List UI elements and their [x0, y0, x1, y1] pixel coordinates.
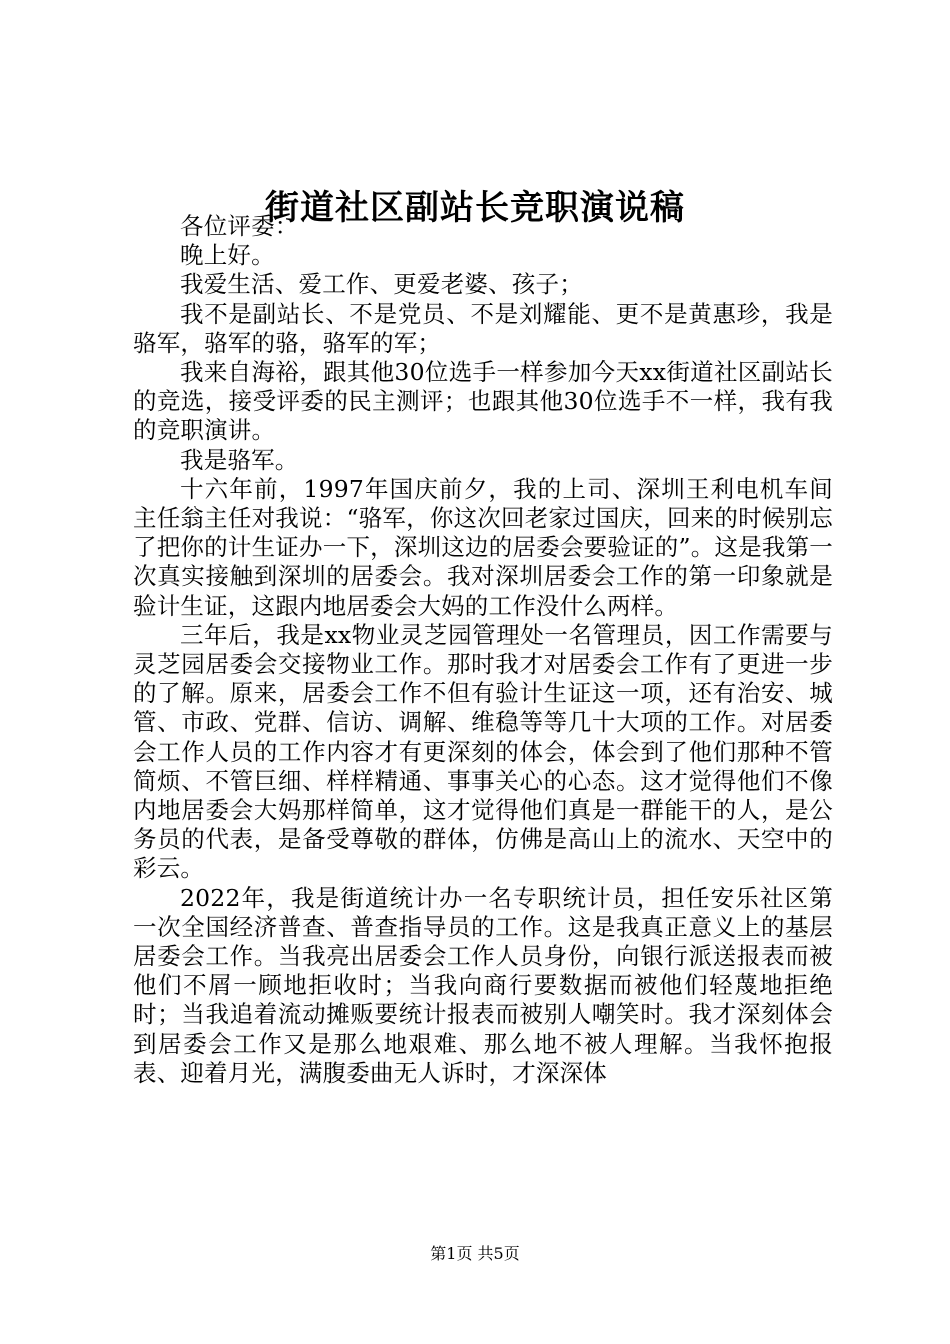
paragraph: 我爱生活、爱工作、更爱老婆、孩子；	[180, 270, 583, 299]
paragraph-greeting: 各位评委：	[180, 212, 299, 240]
paragraph: 三年后，我是xx物业灵芝园管理处一名管理员，因工作需要与灵芝园居委会交接物业工作。那时我才对居委会工作有了更进一步的了解。原来，居委会工作不但有验计生证这一项，还有治安、城管、市政、党群、信访、调解、维稳等等几十大项的工作。对居委会工作人员的工作内容才有更深刻的体会，体会到了他们那种不管简烦、不管巨细、样样精通、事事关心的心态。这才觉得他们不像内地居委会大妈那样简单，这才觉得他们真是一群能干的人，是公务员的代表，是备受尊敬的群体，仿佛是高山上的流水、天空中的彩云。	[133, 620, 833, 883]
document-body	[133, 212, 833, 1088]
paragraph: 我不是副站长、不是党员、不是刘耀能、更不是黄惠珍，我是骆军，骆军的骆，骆军的军；	[133, 299, 833, 357]
paragraph: 十六年前，1997年国庆前夕，我的上司、深圳王利电机车间主任翁主任对我说：“骆军，你这次回老家过国庆，回来的时候别忘了把你的计生证办一下，深圳这边的居委会要验证的”。这是我第一次真实接触到深圳的居委会。我对深圳居委会工作的第一印象就是验计生证，这跟内地居委会大妈的工作没什么两样。	[133, 474, 833, 620]
paragraph: 2022年，我是街道统计办一名专职统计员，担任安乐社区第一次全国经济普查、普查指导员的工作。这是我真正意义上的基层居委会工作。当我亮出居委会工作人员身份，向银行派送报表而被他们不屑一顾地拒收时；当我向商行要数据而被他们轻蔑地拒绝时；当我追着流动摊贩要统计报表而被别人嘲笑时。我才深刻体会到居委会工作又是那么地艰难、那么地不被人理解。当我怀抱报表、迎着月光，满腹委曲无人诉时，才深深体	[133, 883, 833, 1087]
document-title: 街道社区副站长竞职演说稿	[265, 188, 685, 228]
paragraph: 我是骆军。	[180, 445, 299, 474]
paragraph-salutation: 晚上好。	[180, 241, 275, 270]
page-footer: 第1页 共5页	[430, 1244, 520, 1263]
paragraph: 我来自海裕，跟其他30位选手一样参加今天xx街道社区副站长的竞选，接受评委的民主测评；也跟其他30位选手不一样，我有我的竞职演讲。	[133, 358, 833, 445]
